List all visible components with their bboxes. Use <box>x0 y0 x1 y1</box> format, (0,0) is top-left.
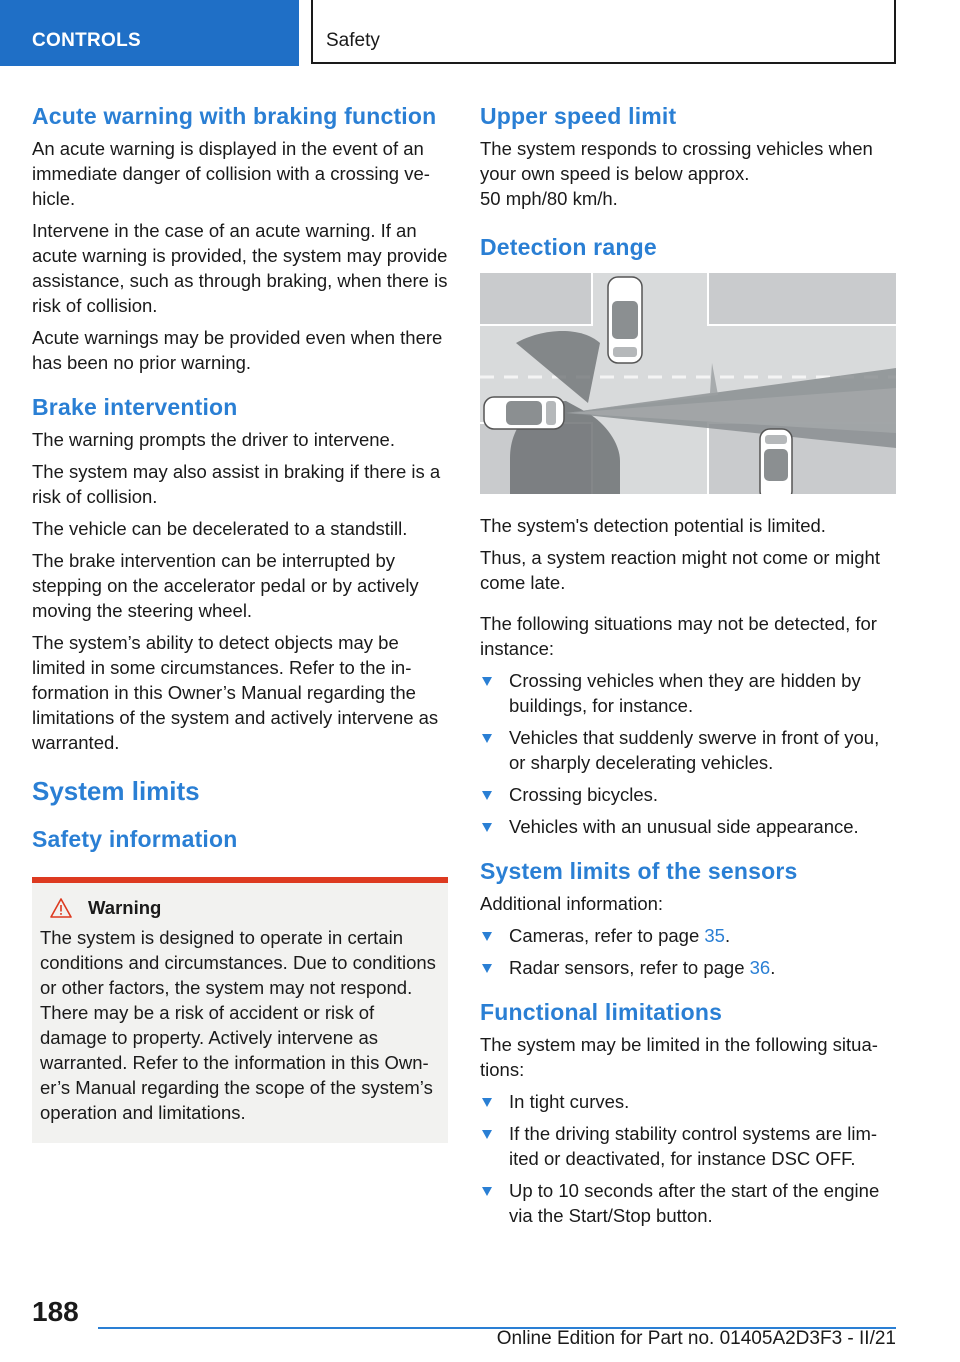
situations-list <box>480 668 896 839</box>
triangle-bullet-icon <box>482 823 492 832</box>
chapter-title: Safety <box>311 0 896 64</box>
paragraph: The system's detection potential is limited. <box>480 515 826 536</box>
triangle-bullet-icon <box>482 1098 492 1107</box>
paragraph: Thus, a system reaction might not come or might come late. <box>480 547 880 593</box>
list-item: Crossing vehicles when they are hidden by buildings, for instance. <box>480 668 896 718</box>
heading-acute-warning: Acute warning with braking function <box>32 103 437 129</box>
warning-triangle-icon <box>50 898 72 918</box>
paragraph: The brake intervention can be interrupted by stepping on the accelerator pedal or by actively moving the steering wheel. <box>32 550 419 621</box>
triangle-bullet-icon <box>482 1187 492 1196</box>
speed-value: 50 mph/80 km/h. <box>480 188 618 209</box>
triangle-bullet-icon <box>482 932 492 941</box>
page-link-radar[interactable]: 36 <box>749 957 771 978</box>
list-item: In tight curves. <box>480 1089 896 1114</box>
footer-edition: Online Edition for Part no. 01405A2D3F3 - II/21 <box>496 1328 896 1349</box>
page-link-cameras[interactable]: 35 <box>704 925 725 946</box>
triangle-bullet-icon <box>482 791 492 800</box>
paragraph: The following situations may not be detected, for instance: <box>480 613 877 659</box>
sensors-list <box>480 923 896 980</box>
list-item: Crossing bicycles. <box>480 782 896 807</box>
paragraph: Additional information: <box>480 893 664 914</box>
section-tab: CONTROLS <box>0 0 299 66</box>
limitations-list <box>480 1089 896 1228</box>
paragraph: Acute warnings may be provided even when there has been no prior warning. <box>32 327 443 373</box>
heading-sensor-limits: System limits of the sensors <box>480 858 798 884</box>
paragraph: The warning prompts the driver to intervene. <box>32 429 395 450</box>
heading-safety-information: Safety information <box>32 826 238 852</box>
paragraph: The vehicle can be decelerated to a standstill. <box>32 518 408 539</box>
heading-functional-limitations: Functional limitations <box>480 999 723 1025</box>
paragraph: The system may also assist in braking if there is a risk of collision. <box>32 461 441 507</box>
triangle-bullet-icon <box>482 677 492 686</box>
triangle-bullet-icon <box>482 1130 492 1139</box>
detection-range-illustration <box>480 273 896 494</box>
list-item: Up to 10 seconds after the start of the engine via the Start/Stop button. <box>480 1178 896 1228</box>
warning-header <box>50 897 438 919</box>
list-item: Vehicles that suddenly swerve in front of you, or sharply decelerating vehicles. <box>480 725 896 775</box>
paragraph: Intervene in the case of an acute warning. If an acute warning is provided, the system may provide assistance, such as through braking, when there is risk of collision. <box>32 220 448 316</box>
paragraph: The system’s ability to detect objects may be limited in some circumstances. Refer to the information in this Owner’s Manual regarding the limitations of the system and actively intervene as warranted. <box>32 632 439 753</box>
crossing-vehicle-bottom <box>760 429 792 494</box>
building-block <box>480 273 592 325</box>
warning-title: Warning <box>88 897 162 918</box>
page-number: 188 <box>32 1296 79 1327</box>
paragraph: An acute warning is displayed in the event of an immediate danger of collision with a crossing vehicle. <box>32 138 430 209</box>
right-column <box>480 100 896 1236</box>
own-vehicle <box>484 397 564 429</box>
paragraph: The system may be limited in the following situations: <box>480 1034 878 1080</box>
list-item: Radar sensors, refer to page 36. <box>480 955 896 980</box>
heading-system-limits: System limits <box>32 776 200 806</box>
left-column <box>32 100 448 1143</box>
triangle-bullet-icon <box>482 964 492 973</box>
crossing-vehicle-top <box>608 277 642 363</box>
list-item: Cameras, refer to page 35. <box>480 923 896 948</box>
heading-brake-intervention: Brake intervention <box>32 394 238 420</box>
heading-detection-range: Detection range <box>480 234 657 260</box>
list-item: Vehicles with an unusual side appearance. <box>480 814 896 839</box>
paragraph: The system responds to crossing vehicles when your own speed is below approx. <box>480 138 873 184</box>
building-block <box>708 273 896 325</box>
warning-text: The system is designed to operate in certain conditions and circumstances. Due to conditions or other factors, the system may not respond. There may be a risk of accident or risk of damage to property. Actively intervene as warranted. Refer to the information in this Owner’s Manual regarding the scope of the system’s operation and limitations. <box>40 927 436 1123</box>
triangle-bullet-icon <box>482 734 492 743</box>
list-item: If the driving stability control systems are limited or deactivated, for instance DSC OFF. <box>480 1121 896 1171</box>
warning-box <box>32 877 448 1143</box>
heading-upper-speed-limit: Upper speed limit <box>480 103 677 129</box>
